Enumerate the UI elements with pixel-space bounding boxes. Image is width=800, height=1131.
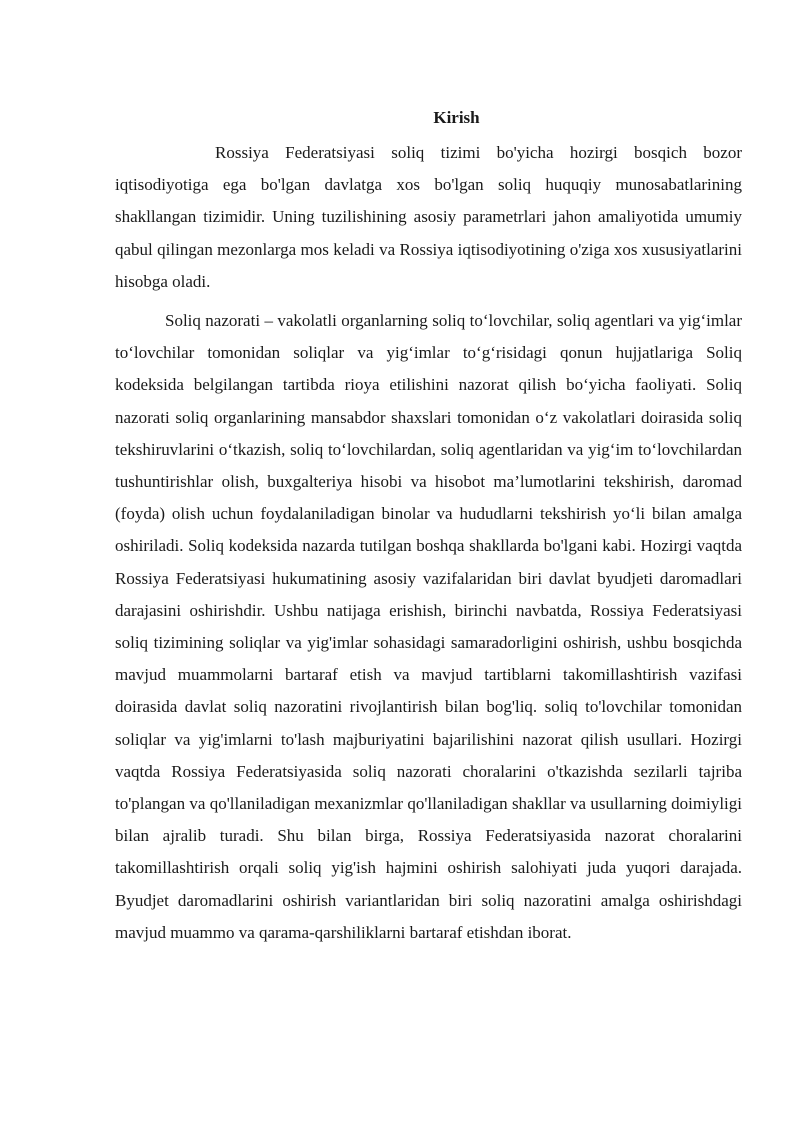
paragraph-soliq-nazorati: Soliq nazorati – vakolatli organlarning soliq to‘lovchilar, soliq agentlari va yig‘imlar to‘lovchilar tomonidan soliqlar va yig‘imlar to‘g‘risidagi qonun hujjatlariga Soliq kodeksida belgilangan tartibda rioya etilishini nazorat qilish bo‘yicha faoliyati. Soliq nazorati soliq organlarining mansabdor shaxslari tomonidan o‘z vakolatlari doirasida soliq tekshiruvlarini o‘tkazish, soliq to‘lovchilardan, soliq agentlaridan va yig‘im to‘lovchilardan tushuntirishlar olish, buxgalteriya hisobi va hisobot ma’lumotlarini tekshirish, daromad (foyda) olish uchun foydalaniladigan binolar va hududlarni tekshirish yo‘li bilan amalga oshiriladi. Soliq kodeksida nazarda tutilgan boshqa shakllarda bo'lgani kabi. Hozirgi vaqtda Rossiya Federatsiyasi hukumatining asosiy vazifalaridan biri davlat byudjeti daromadlari darajasini oshirishdir. Ushbu natijaga erishish, birinchi navbatda, Rossiya Federatsiyasi soliq tizimining soliqlar va yig'imlar sohasidagi samaradorligini oshirish, ushbu bosqichda mavjud muammolarni bartaraf etish va mavjud tartiblarni takomillashtirish vazifasi doirasida davlat soliq nazoratini rivojlantirish bilan bog'liq. soliq to'lovchilar tomonidan soliqlar va yig'imlarni to'lash majburiyatini bajarilishini nazorat qilish usullari. Hozirgi vaqtda Rossiya Federatsiyasida soliq nazorati choralarini o'tkazishda sezilarli tajriba to'plangan va qo'llaniladigan mexanizmlar qo'llaniladigan shakllar va usullarning doimiyligi bilan ajralib turadi. Shu bilan birga, Rossiya Federatsiyasida nazorat choralarini takomillashtirish orqali soliq yig'ish hajmini oshirish salohiyati juda yuqori darajada. Byudjet daromadlarini oshirish variantlaridan biri soliq nazoratini amalga oshirishdagi mavjud muammo va qarama-qarshiliklarni bartaraf etishdan iborat. (115, 311, 742, 942)
document-page (115, 104, 742, 949)
paragraph-intro: Rossiya Federatsiyasi soliq tizimi bo'yicha hozirgi bosqich bozor iqtisodiyotiga ega bo'lgan davlatga xos bo'lgan soliq huquqiy munosabatlarining shakllangan tizimidir. Uning tuzilishining asosiy parametrlari jahon amaliyotida umumiy qabul qilingan mezonlarga mos keladi va Rossiya iqtisodiyotining o'ziga xos xususiyatlarini hisobga oladi. (115, 143, 742, 291)
page-title: Kirish (433, 108, 480, 127)
